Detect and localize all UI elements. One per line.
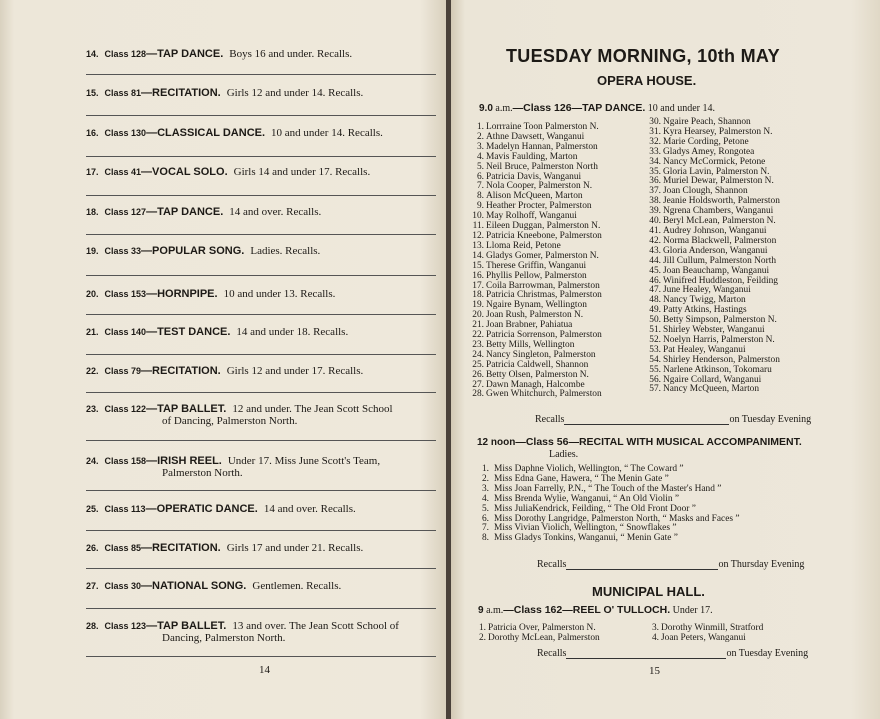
item-number: 3. <box>481 483 489 494</box>
item-number: 41. <box>649 225 661 236</box>
item-text: Mavis Faulding, Marton <box>486 151 578 162</box>
item-number: 3. <box>651 623 659 633</box>
divider-rule <box>86 234 436 235</box>
entry-number: 20. <box>86 289 99 299</box>
entry-class: Class 41 <box>104 167 142 177</box>
session-class: —Class 162—REEL O' TULLOCH. <box>503 604 671 616</box>
entry-class: Class 33 <box>104 246 142 256</box>
entry-detail: 13 and over. The Jean Scott School of <box>232 620 399 632</box>
divider-rule <box>86 115 436 116</box>
entry-number: 24. <box>86 456 99 466</box>
recalls-line-3 <box>537 648 808 659</box>
entry-class: Class 128 <box>104 49 147 59</box>
item-text: Narlene Atkinson, Tokomaru <box>663 364 772 375</box>
item-number: 18. <box>472 290 484 301</box>
session-sub: Ladies. <box>549 449 579 460</box>
entry-class: Class 153 <box>104 289 147 299</box>
item-text: Betty Olsen, Palmerston N. <box>486 369 589 380</box>
item-text: Jeanie Holdsworth, Palmerston <box>663 196 780 207</box>
entrant-item <box>640 634 763 644</box>
item-number: 48. <box>649 295 661 306</box>
program-entry <box>86 48 352 60</box>
divider-rule <box>86 656 436 657</box>
entry-detail: Ladies. Recalls. <box>250 245 321 257</box>
entry-number: 16. <box>86 128 99 138</box>
item-number: 8. <box>476 191 484 202</box>
item-text: Alison McQueen, Marton <box>486 191 583 202</box>
item-number: 53. <box>649 344 661 355</box>
program-entry <box>86 326 348 338</box>
item-text: Miss Dorothy Langridge, Palmerston North, “ Masks and Faces ” <box>494 513 740 524</box>
entry-class: Class 158 <box>104 456 147 466</box>
entry-number: 26. <box>86 543 99 553</box>
item-text: Norma Blackwell, Palmerston <box>663 235 777 246</box>
item-number: 55. <box>649 364 661 375</box>
item-text: Miss Daphne Violich, Wellington, “ The Coward ” <box>494 464 684 474</box>
recalls-after: on Tuesday Evening <box>729 414 812 425</box>
entry-class: Class 122 <box>104 404 147 414</box>
item-number: 21. <box>472 320 484 331</box>
entry-detail: 14 and over. Recalls. <box>263 503 356 515</box>
entrant-item <box>465 390 602 400</box>
program-entry <box>86 245 320 257</box>
item-text: Athne Dawsett, Wanganui <box>486 131 585 142</box>
item-number: 57. <box>649 384 661 395</box>
item-number: 47. <box>649 285 661 296</box>
program-entry <box>86 455 380 467</box>
item-text: Nancy Twigg, Marton <box>663 295 746 306</box>
item-number: 51. <box>649 325 661 336</box>
item-number: 9. <box>476 201 484 212</box>
item-number: 33. <box>649 146 661 157</box>
entry-class: Class 123 <box>104 621 147 631</box>
item-text: Nancy McQueen, Marton <box>663 384 760 395</box>
item-number: 19. <box>472 300 484 311</box>
venue-municipal-hall: MUNICIPAL HALL. <box>592 584 705 599</box>
session-class: —Class 126—TAP DANCE. <box>512 102 646 114</box>
item-number: 16. <box>472 270 484 281</box>
entry-number: 22. <box>86 366 99 376</box>
item-text: Madelyn Hannan, Palmerston <box>486 141 598 152</box>
item-number: 2. <box>481 473 489 484</box>
session-time: 9.0 <box>479 103 493 114</box>
recalls-blank-line <box>566 649 726 659</box>
entry-title: —NATIONAL SONG. <box>141 580 247 592</box>
entry-title: —TAP DANCE. <box>146 206 224 218</box>
entry-title: —CLASSICAL DANCE. <box>146 127 266 139</box>
entry-title: —TAP BALLET. <box>146 403 227 415</box>
entry-number: 15. <box>86 88 99 98</box>
program-entry <box>86 127 383 139</box>
divider-rule <box>86 354 436 355</box>
recalls-label: Recalls <box>537 648 567 659</box>
entry-title: —RECITATION. <box>141 87 221 99</box>
recalls-after: on Thursday Evening <box>718 559 805 570</box>
item-number: 12. <box>472 230 484 241</box>
item-text: Joan Beauchamp, Wanganui <box>663 265 770 276</box>
item-text: Patricia Kneebone, Palmerston <box>486 230 602 241</box>
entry-class: Class 30 <box>104 581 142 591</box>
entry-title: —TAP BALLET. <box>146 620 227 632</box>
program-entry <box>86 580 341 592</box>
entry-class: Class 81 <box>104 88 142 98</box>
item-number: 10. <box>472 211 484 222</box>
page-heading: TUESDAY MORNING, 10th MAY <box>506 46 780 66</box>
entry-number: 19. <box>86 246 99 256</box>
entry-number: 21. <box>86 327 99 337</box>
item-text: Joan Rush, Palmerston N. <box>486 310 584 321</box>
item-number: 50. <box>649 315 661 326</box>
item-text: Patricia Davis, Wanganui <box>486 171 582 182</box>
item-number: 42. <box>649 235 661 246</box>
item-text: Nola Cooper, Palmerston N. <box>486 181 593 192</box>
item-text: Patty Atkins, Hastings <box>663 305 747 316</box>
entry-detail: Gentlemen. Recalls. <box>252 580 342 592</box>
item-text: Noelyn Harris, Palmerston N. <box>663 334 775 345</box>
entry-title: —VOCAL SOLO. <box>141 166 228 178</box>
divider-rule <box>86 195 436 196</box>
entrants-list-col1 <box>465 123 602 400</box>
recalls-line-1 <box>535 414 811 425</box>
entry-continuation: Palmerston North. <box>162 467 243 479</box>
session-detail: 10 and under 14. <box>647 103 715 114</box>
session-class: —Class 56—RECITAL WITH MUSICAL ACCOMPANIMENT. <box>515 436 802 448</box>
item-text: Miss Gladys Tonkins, Wanganui, “ Menin Gate ” <box>494 533 678 544</box>
recalls-blank-line <box>564 415 729 425</box>
item-text: Ngaire Collard, Wanganui <box>663 374 762 385</box>
entry-class: Class 85 <box>104 543 142 553</box>
item-text: Dawn Managh, Halcombe <box>486 379 585 390</box>
item-text: Dorothy McLean, Palmerston <box>488 632 600 643</box>
entry-detail: Girls 17 and under 21. Recalls. <box>226 542 364 554</box>
entry-detail: 10 and under 13. Recalls. <box>223 288 336 300</box>
item-text: Patricia Sorrenson, Palmerston <box>486 330 602 341</box>
entry-title: —OPERATIC DANCE. <box>145 503 258 515</box>
item-text: Nancy Singleton, Palmerston <box>486 349 596 360</box>
item-text: Miss Joan Farrelly, P.N., “ The Touch of the Master's Hand ” <box>494 483 722 494</box>
recalls-blank-line <box>566 560 718 570</box>
session-tap-dance <box>479 102 715 114</box>
item-number: 4. <box>481 493 489 504</box>
entry-detail: Girls 12 and under 14. Recalls. <box>226 87 364 99</box>
entry-detail: Girls 12 and under 17. Recalls. <box>226 365 364 377</box>
divider-rule <box>86 568 436 569</box>
entry-number: 25. <box>86 504 99 514</box>
item-number: 54. <box>649 354 661 365</box>
item-text: Beryl McLean, Palmerston N. <box>663 216 776 227</box>
entry-detail: 10 and under 14. Recalls. <box>271 127 383 139</box>
item-text: Heather Procter, Palmerston <box>486 201 592 212</box>
entry-title: —TAP DANCE. <box>146 48 224 60</box>
item-number: 28. <box>472 389 484 400</box>
item-number: 38. <box>649 196 661 207</box>
item-text: Joan Brabner, Pahiatua <box>486 320 573 331</box>
item-number: 30. <box>649 117 661 127</box>
item-number: 27. <box>472 379 484 390</box>
recital-item <box>475 534 740 544</box>
item-number: 32. <box>649 136 661 147</box>
item-number: 52. <box>649 334 661 345</box>
item-number: 17. <box>472 280 484 291</box>
item-text: June Healey, Wanganui <box>663 285 751 296</box>
page-number: 15 <box>649 665 660 677</box>
item-text: May Rolhoff, Wanganui <box>486 211 577 222</box>
item-text: Therese Griffin, Wanganui <box>486 260 587 271</box>
item-number: 36. <box>649 176 661 187</box>
program-entry <box>86 288 335 300</box>
item-text: Ngrena Chambers, Wanganui <box>663 206 774 217</box>
item-number: 13. <box>472 240 484 251</box>
item-text: Eileen Duggan, Palmerston N. <box>486 221 601 232</box>
entrants-list-col2 <box>642 118 780 395</box>
session-ampm: a.m. <box>495 103 513 114</box>
item-number: 43. <box>649 245 661 256</box>
item-number: 49. <box>649 305 661 316</box>
program-entry <box>86 87 363 99</box>
entry-class: Class 130 <box>104 128 147 138</box>
item-number: 39. <box>649 206 661 217</box>
item-text: Gloria Lavin, Palmerston N. <box>663 166 770 177</box>
item-number: 1. <box>481 464 489 474</box>
item-text: Lorrraine Toon Palmerston N. <box>486 122 599 132</box>
item-number: 22. <box>472 330 484 341</box>
item-number: 46. <box>649 275 661 286</box>
item-number: 37. <box>649 186 661 197</box>
recalls-label: Recalls <box>537 559 567 570</box>
item-text: Joan Clough, Shannon <box>663 186 748 197</box>
item-number: 31. <box>649 126 661 137</box>
item-text: Miss JuliaKendrick, Feilding, “ The Old Front Door ” <box>494 503 696 514</box>
item-number: 4. <box>651 632 659 643</box>
session-reel <box>478 604 713 616</box>
entry-number: 17. <box>86 167 99 177</box>
item-number: 8. <box>481 533 489 544</box>
item-number: 14. <box>472 250 484 261</box>
entry-number: 27. <box>86 581 99 591</box>
item-text: Pat Healey, Wanganui <box>663 344 746 355</box>
item-text: Ngaire Bynam, Wellington <box>486 300 587 311</box>
item-number: 34. <box>649 156 661 167</box>
page-number: 14 <box>259 664 270 676</box>
item-number: 4. <box>476 151 484 162</box>
program-entry <box>86 166 370 178</box>
item-number: 3. <box>476 141 484 152</box>
entry-continuation: Dancing, Palmerston North. <box>162 632 286 644</box>
item-number: 23. <box>472 339 484 350</box>
item-text: Gloria Anderson, Wanganui <box>663 245 768 256</box>
item-number: 1. <box>478 623 486 633</box>
item-text: Shirley Henderson, Palmerston <box>663 354 780 365</box>
item-text: Kyra Hearsey, Palmerston N. <box>663 126 773 137</box>
divider-rule <box>86 608 436 609</box>
entry-title: —HORNPIPE. <box>146 288 218 300</box>
reel-list-col1 <box>467 624 600 644</box>
entry-detail: 12 and under. The Jean Scott School <box>232 403 393 415</box>
item-number: 45. <box>649 265 661 276</box>
session-time: 12 noon <box>477 437 516 448</box>
item-text: Ngaire Peach, Shannon <box>663 117 751 127</box>
entry-title: —POPULAR SONG. <box>141 245 245 257</box>
item-text: Neil Bruce, Palmerston North <box>486 161 598 172</box>
divider-rule <box>86 314 436 315</box>
item-text: Shirley Webster, Wanganui <box>663 325 765 336</box>
item-number: 40. <box>649 216 661 227</box>
divider-rule <box>86 74 436 75</box>
item-text: Lloma Reid, Petone <box>486 240 561 251</box>
item-number: 20. <box>472 310 484 321</box>
item-text: Gladys Amey, Rongotea <box>663 146 755 157</box>
entry-title: —RECITATION. <box>141 542 221 554</box>
entry-number: 23. <box>86 404 99 414</box>
item-number: 1. <box>476 122 484 132</box>
item-number: 11. <box>472 221 484 232</box>
item-number: 7. <box>476 181 484 192</box>
item-number: 6. <box>476 171 484 182</box>
divider-rule <box>86 392 436 393</box>
item-number: 5. <box>476 161 484 172</box>
entry-detail: Under 17. Miss June Scott's Team, <box>227 455 381 467</box>
entrant-item <box>467 634 600 644</box>
program-entry <box>86 620 399 632</box>
venue-opera-house: OPERA HOUSE. <box>597 73 697 88</box>
item-text: Audrey Johnson, Wanganui <box>663 225 767 236</box>
item-number: 7. <box>481 523 489 534</box>
recalls-label: Recalls <box>535 414 565 425</box>
item-number: 56. <box>649 374 661 385</box>
item-number: 25. <box>472 359 484 370</box>
item-number: 15. <box>472 260 484 271</box>
divider-rule <box>86 275 436 276</box>
divider-rule <box>86 156 436 157</box>
item-text: Jill Cullum, Palmerston North <box>663 255 777 266</box>
item-number: 26. <box>472 369 484 380</box>
entry-number: 28. <box>86 621 99 631</box>
item-number: 2. <box>478 632 486 643</box>
item-text: Coila Barrowman, Palmerston <box>486 280 600 291</box>
item-number: 2. <box>476 131 484 142</box>
item-text: Gwen Whitchurch, Palmerston <box>486 389 602 400</box>
item-text: Dorothy Winmill, Stratford <box>661 623 764 633</box>
item-number: 24. <box>472 349 484 360</box>
program-entry <box>86 403 393 415</box>
entry-title: —IRISH REEL. <box>146 455 222 467</box>
program-entry <box>86 503 356 515</box>
entry-number: 18. <box>86 207 99 217</box>
entry-class: Class 113 <box>104 504 146 514</box>
item-number: 5. <box>481 503 489 514</box>
recalls-line-2 <box>537 559 804 570</box>
entry-class: Class 140 <box>104 327 147 337</box>
entry-detail: 14 and under 18. Recalls. <box>236 326 349 338</box>
session-detail: Under 17. <box>672 605 713 616</box>
item-text: Miss Brenda Wylie, Wanganui, “ An Old Violin ” <box>494 493 680 504</box>
right-page <box>451 0 880 719</box>
entry-number: 14. <box>86 49 99 59</box>
entry-continuation: of Dancing, Palmerston North. <box>162 415 298 427</box>
item-text: Patricia Over, Palmerston N. <box>488 623 596 633</box>
item-number: 44. <box>649 255 661 266</box>
session-time: 9 <box>478 605 484 616</box>
item-text: Phyllis Pellow, Palmerston <box>486 270 587 281</box>
item-number: 35. <box>649 166 661 177</box>
item-number: 6. <box>481 513 489 524</box>
item-text: Muriel Dewar, Palmerston N. <box>663 176 774 187</box>
entry-class: Class 79 <box>104 366 142 376</box>
entry-detail: Boys 16 and under. Recalls. <box>229 48 353 60</box>
item-text: Winifred Huddleston, Feilding <box>663 275 778 286</box>
entry-title: —RECITATION. <box>141 365 221 377</box>
session-ampm: a.m. <box>486 605 504 616</box>
item-text: Miss Edna Gane, Hawera, “ The Menin Gate ” <box>494 473 669 484</box>
divider-rule <box>86 490 436 491</box>
divider-rule <box>86 440 436 441</box>
program-entry <box>86 206 321 218</box>
item-text: Nancy McCormick, Petone <box>663 156 766 167</box>
item-text: Miss Vivian Violich, Wellington, “ Snowflakes ” <box>494 523 677 534</box>
program-entry <box>86 365 363 377</box>
item-text: Betty Mills, Wellington <box>486 339 575 350</box>
session-recital <box>477 436 802 448</box>
item-text: Betty Simpson, Palmerston N. <box>663 315 777 326</box>
recital-list <box>475 465 740 544</box>
entry-class: Class 127 <box>104 207 147 217</box>
entry-detail: Girls 14 and under 17. Recalls. <box>233 166 371 178</box>
item-text: Gladys Gomer, Palmerston N. <box>486 250 599 261</box>
item-text: Marie Cording, Petone <box>663 136 749 147</box>
item-text: Joan Peters, Wanganui <box>661 632 746 643</box>
item-text: Patricia Christmas, Palmerston <box>486 290 602 301</box>
program-entry <box>86 542 363 554</box>
entry-title: —TEST DANCE. <box>146 326 231 338</box>
entrant-item <box>642 385 780 395</box>
entry-detail: 14 and over. Recalls. <box>229 206 322 218</box>
reel-list-col2 <box>640 624 763 644</box>
recalls-after: on Tuesday Evening <box>726 648 809 659</box>
item-text: Patricia Caldwell, Shannon <box>486 359 589 370</box>
divider-rule <box>86 530 436 531</box>
